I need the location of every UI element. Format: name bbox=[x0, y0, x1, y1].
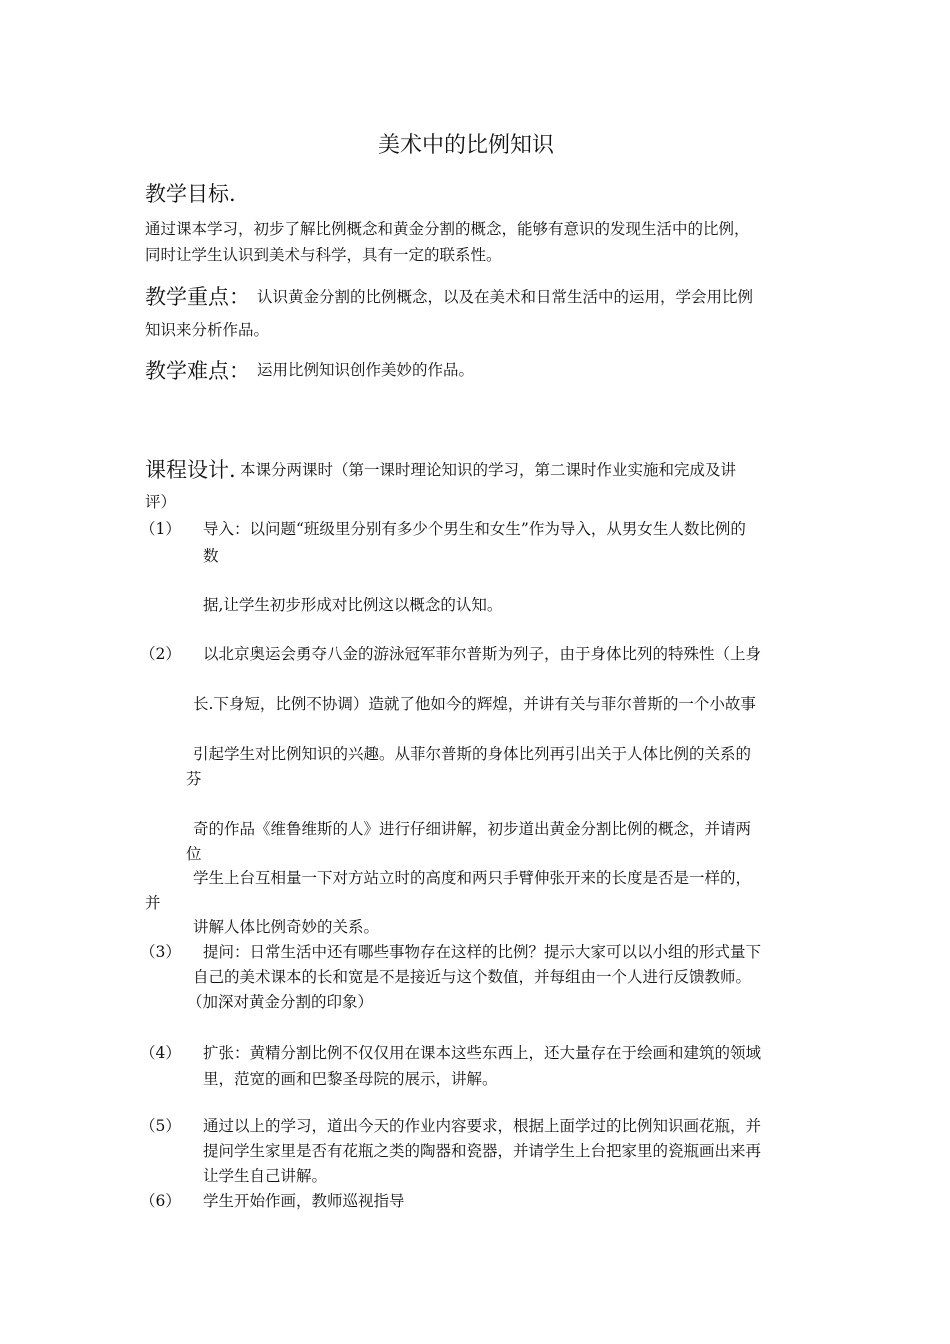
step-number: （3） bbox=[140, 943, 181, 961]
step-line: 学生上台互相量一下对方站立时的高度和两只手臂伸张开来的长度是否是一样的， bbox=[193, 869, 752, 887]
step-line: （加深对黄金分割的印象） bbox=[187, 993, 374, 1011]
step-line: 里，范宽的画和巴黎圣母院的展示，讲解。 bbox=[203, 1070, 498, 1088]
objectives-heading: 教学目标. bbox=[145, 182, 236, 206]
step-line: 让学生自己讲解。 bbox=[203, 1167, 328, 1185]
step-line: 奇的作品《维鲁维斯的人》进行仔细讲解，初步道出黄金分割比例的概念，并请两 bbox=[193, 820, 752, 838]
objectives-line: 通过课本学习，初步了解比例概念和黄金分割的概念，能够有意识的发现生活中的比例， bbox=[145, 220, 750, 238]
step-line: 数 bbox=[203, 547, 219, 565]
step-line: 长.下身短，比例不协调）造就了他如今的辉煌，并讲有关与菲尔普斯的一个小故事 bbox=[193, 695, 756, 713]
step-line: 自己的美术课本的长和宽是不是接近与这个数值，并每组由一个人进行反馈教师。 bbox=[193, 968, 752, 986]
objectives-line: 同时让学生认识到美术与科学，具有一定的联系性。 bbox=[145, 246, 502, 264]
step-number: （6） bbox=[140, 1192, 181, 1210]
difficulty-text: 运用比例知识创作美妙的作品。 bbox=[257, 361, 475, 379]
design-line: 本课分两课时（第一课时理论知识的学习，第二课时作业实施和完成及讲 bbox=[240, 461, 737, 479]
step-number: （5） bbox=[140, 1117, 181, 1135]
step-line: 芬 bbox=[186, 770, 202, 788]
step-line: 通过以上的学习，道出今天的作业内容要求，根据上面学过的比例知识画花瓶，并 bbox=[203, 1117, 762, 1135]
key-points-line: 知识来分析作品。 bbox=[145, 321, 270, 339]
step-number: （4） bbox=[140, 1044, 181, 1062]
step-line: 导入：以问题“班级里分别有多少个男生和女生”作为导入，从男女生人数比例的 bbox=[203, 520, 746, 538]
key-points-line: 认识黄金分割的比例概念，以及在美术和日常生活中的运用，学会用比例 bbox=[257, 288, 754, 306]
step-line: 并 bbox=[145, 894, 161, 912]
design-line: 评） bbox=[145, 493, 177, 511]
step-line: 提问：日常生活中还有哪些事物存在这样的比例？提示大家可以以小组的形式量下 bbox=[203, 943, 762, 961]
page-title: 美术中的比例知识 bbox=[378, 133, 555, 158]
step-number: （1） bbox=[140, 520, 181, 538]
step-line: 据,让学生初步形成对比例这以概念的认知。 bbox=[203, 596, 503, 614]
step-number: （2） bbox=[140, 645, 181, 663]
step-line: 位 bbox=[186, 845, 202, 863]
step-line: 学生开始作画，教师巡视指导 bbox=[203, 1192, 405, 1210]
step-line: 讲解人体比例奇妙的关系。 bbox=[193, 918, 380, 936]
key-points-heading: 教学重点： bbox=[145, 285, 250, 309]
step-line: 提问学生家里是否有花瓶之类的陶器和瓷器，并请学生上台把家里的瓷瓶画出来再 bbox=[203, 1142, 762, 1160]
design-heading: 课程设计. bbox=[145, 458, 236, 482]
step-line: 以北京奥运会勇夺八金的游泳冠军菲尔普斯为列子，由于身体比列的特殊性（上身 bbox=[203, 645, 762, 663]
difficulty-heading: 教学难点： bbox=[145, 359, 250, 383]
step-line: 引起学生对比例知识的兴趣。从菲尔普斯的身体比列再引出关于人体比例的关系的 bbox=[193, 745, 752, 763]
step-line: 扩张：黄精分割比例不仅仅用在课本这些东西上，还大量存在于绘画和建筑的领域 bbox=[203, 1044, 762, 1062]
